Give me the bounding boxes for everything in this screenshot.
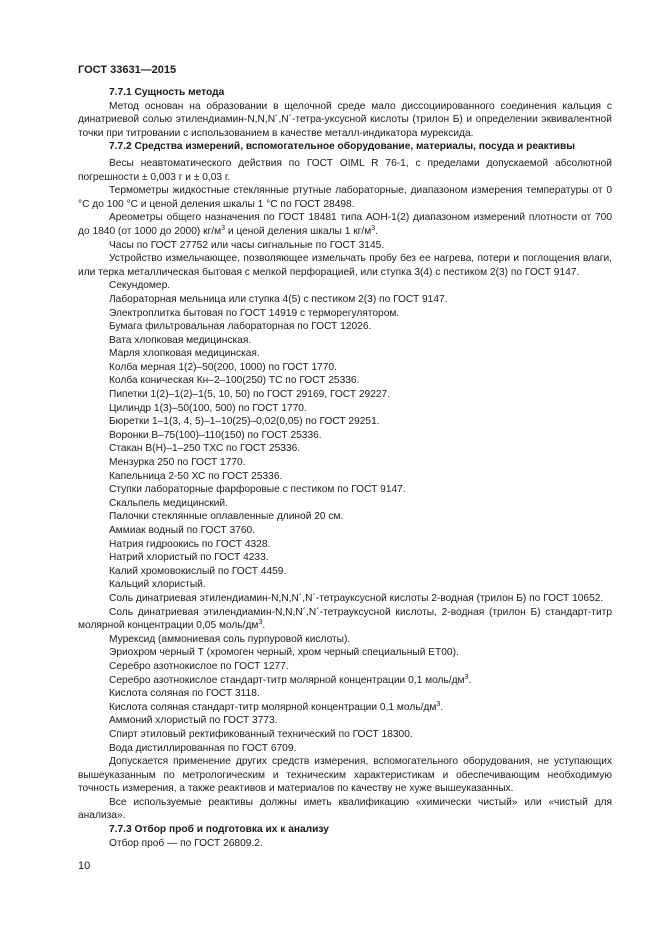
list-item: Скальпель медицинский. [109,497,228,509]
list-item: Эриохром черный Т (хромоген черный, хром черный специальный ЕТ00). [109,647,459,659]
superscript: 3 [371,224,376,232]
superscript: 3 [258,619,263,627]
trilon-standard-paragraph [78,606,612,633]
list-item: Пипетки 1(2)–1(2)–1(5, 10, 50) по ГОСТ 29169, ГОСТ 29227. [109,389,391,401]
section-7-7-2-title: 7.7.2 Средства измерений, вспомогательное оборудование, материалы, посуда и реактивы [109,141,575,153]
list-item: Мурексид (аммониевая соль пурпуровой кислоты). [109,633,351,645]
section-7-7-1-title: 7.7.1 Сущность метода [109,87,225,98]
clock-paragraph: Часы по ГОСТ 27752 или часы сигнальные по ГОСТ 3145. [109,239,385,251]
list-item: Бумага фильтровальная лабораторная по ГОСТ 12026. [109,321,372,333]
page-number: 10 [78,860,91,872]
superscript: 3 [221,224,225,232]
hcl-standard-text: Кислота соляная стандарт-титр молярной концентрации 0,1 моль/дм [109,701,437,713]
silver-standard-item [78,674,612,688]
scales-paragraph: Весы неавтоматического действия по ГОСТ OIML R 76-1, с пределами допускаемой абсолютной погрешности ± 0,003 г и ± 0,03 г. [78,157,612,183]
silver-standard-end: . [468,674,472,686]
list-item: Натрия гидроокись по ГОСТ 4328. [109,538,271,550]
list-item: Серебро азотнокислое по ГОСТ 1277. [109,660,289,672]
list-item: Лабораторная мельница или ступка 4(5) с пестиком 2(3) по ГОСТ 9147. [109,293,448,305]
list-item: Колба коническая Кн–2–100(250) ТС по ГОСТ 25336. [109,375,360,387]
list-item: Воронки В–75(100)–110(150) по ГОСТ 25336. [109,429,322,441]
hcl-standard-end: . [440,701,444,713]
list-item: Калий хромовокислый по ГОСТ 4459. [109,565,287,577]
equipment-list [78,279,612,592]
list-item: Цилиндр 1(3)–50(100, 500) по ГОСТ 1770. [109,402,307,414]
document-body [78,86,612,850]
list-item: Кальций хлористый. [109,579,206,591]
list-item: Палочки стеклянные оплавленные длиной 20 см. [109,511,344,523]
list-item: Бюретки 1–1(3, 4, 5)–1–10(25)–0,02(0,05) по ГОСТ 29251. [109,416,380,428]
indicator-list [78,633,612,674]
list-item: Спирт этиловый ректификованный технический по ГОСТ 18300. [109,728,413,740]
trilon-paragraph: Соль динатриевая этилендиамин-N,N,N´,N´-тетрауксусной кислоты 2-водная (трилон Б) по ГОСТ 10652. [109,592,604,604]
list-item: Вода дистиллированная по ГОСТ 6709. [109,742,297,754]
hcl-standard-item [78,701,612,715]
list-item: Ступки лабораторные фарфоровые с пестиком по ГОСТ 9147. [109,484,406,496]
areometers-text-b: и ценой деления шкалы 1 кг/м [225,225,372,237]
superscript: 3 [464,673,469,681]
trilon-standard-end: . [262,620,266,632]
list-item: Аммиак водный по ГОСТ 3760. [109,525,256,536]
reagent-quality-paragraph: Все используемые реактивы должны иметь квалификацию «химически чистый» или «чистый для анализа». [78,796,612,822]
method-essence-paragraph: Метод основан на образовании в щелочной среде мало диссоциированного соединения кальция с динатриевой солью этилендиамин-N,N,N´,N´-тетра-уксусной кислоты (трилон Б) и определении эквивалентной точки при титровании с использованием в качестве металл-индикатора мурексида. [78,100,612,139]
list-item: Аммоний хлористый по ГОСТ 3773. [109,715,278,727]
superscript: 3 [436,700,441,708]
grinder-paragraph: Устройство измельчающее, позволяющее измельчать пробу без ее нагрева, потери и поглощения влаги, или терка металлическая бытовая с мелкой перфорацией, или ступка 3(4) с пестиком 2(3) по ГОСТ 9147. [78,253,612,278]
list-item: Электроплитка бытовая по ГОСТ 14919 с терморегулятором. [109,307,400,319]
thermometers-paragraph: Термометры жидкостные стеклянные ртутные лабораторные, диапазоном измерения температуры от 0 °С до 100 °С и ценой деления шкалы 1 °С по ГОСТ 28498. [78,185,612,210]
allowed-alternatives-paragraph: Допускается применение других средств измерения, вспомогательного оборудования, не уступающих вышеуказанным по метрологическим и техническим характеристикам и обеспечивающим необходимую точность измерения, а также реактивов и материалов по качеству не хуже вышеуказанных. [78,756,612,795]
trilon-standard-text: Соль динатриевая этилендиамин-N,N,N´,N´-тетрауксусной кислоты, 2-водная (трилон Б) стандарт-титр молярной концентрации 0,05 моль/дм [78,606,612,632]
list-item: Вата хлопковая медицинская. [109,334,252,346]
areometers-text-a: Ареометры общего назначения по ГОСТ 18481 типа АОН-1(2) диапазоном измерений плотности от 700 до 1840 (от 1000 до 2000) кг/м [78,212,612,237]
list-item: Марля хлопковая медицинская. [109,348,260,360]
hcl-item: Кислота соляная по ГОСТ 3118. [109,688,260,700]
section-7-7-3-title: 7.7.3 Отбор проб и подготовка их к анализу [109,824,329,836]
list-item: Колба мерная 1(2)–50(200, 1000) по ГОСТ 1770. [109,361,337,373]
areometers-paragraph [78,211,612,238]
standard-code-header: ГОСТ 33631—2015 [78,64,177,76]
list-item: Стакан В(Н)–1–250 ТХС по ГОСТ 25336. [109,443,301,455]
sampling-paragraph: Отбор проб — по ГОСТ 26809.2. [109,837,263,849]
list-item: Мензурка 250 по ГОСТ 1770. [109,457,246,469]
reagent-list [78,714,612,755]
list-item: Натрий хлористый по ГОСТ 4233. [109,552,269,564]
list-item: Капельница 2-50 ХС по ГОСТ 25336. [109,470,283,482]
list-item: Секундомер. [109,280,171,292]
silver-standard-text: Серебро азотнокислое стандарт-титр молярной концентрации 0,1 моль/дм [109,674,465,686]
areometers-text-end: . [375,225,378,237]
